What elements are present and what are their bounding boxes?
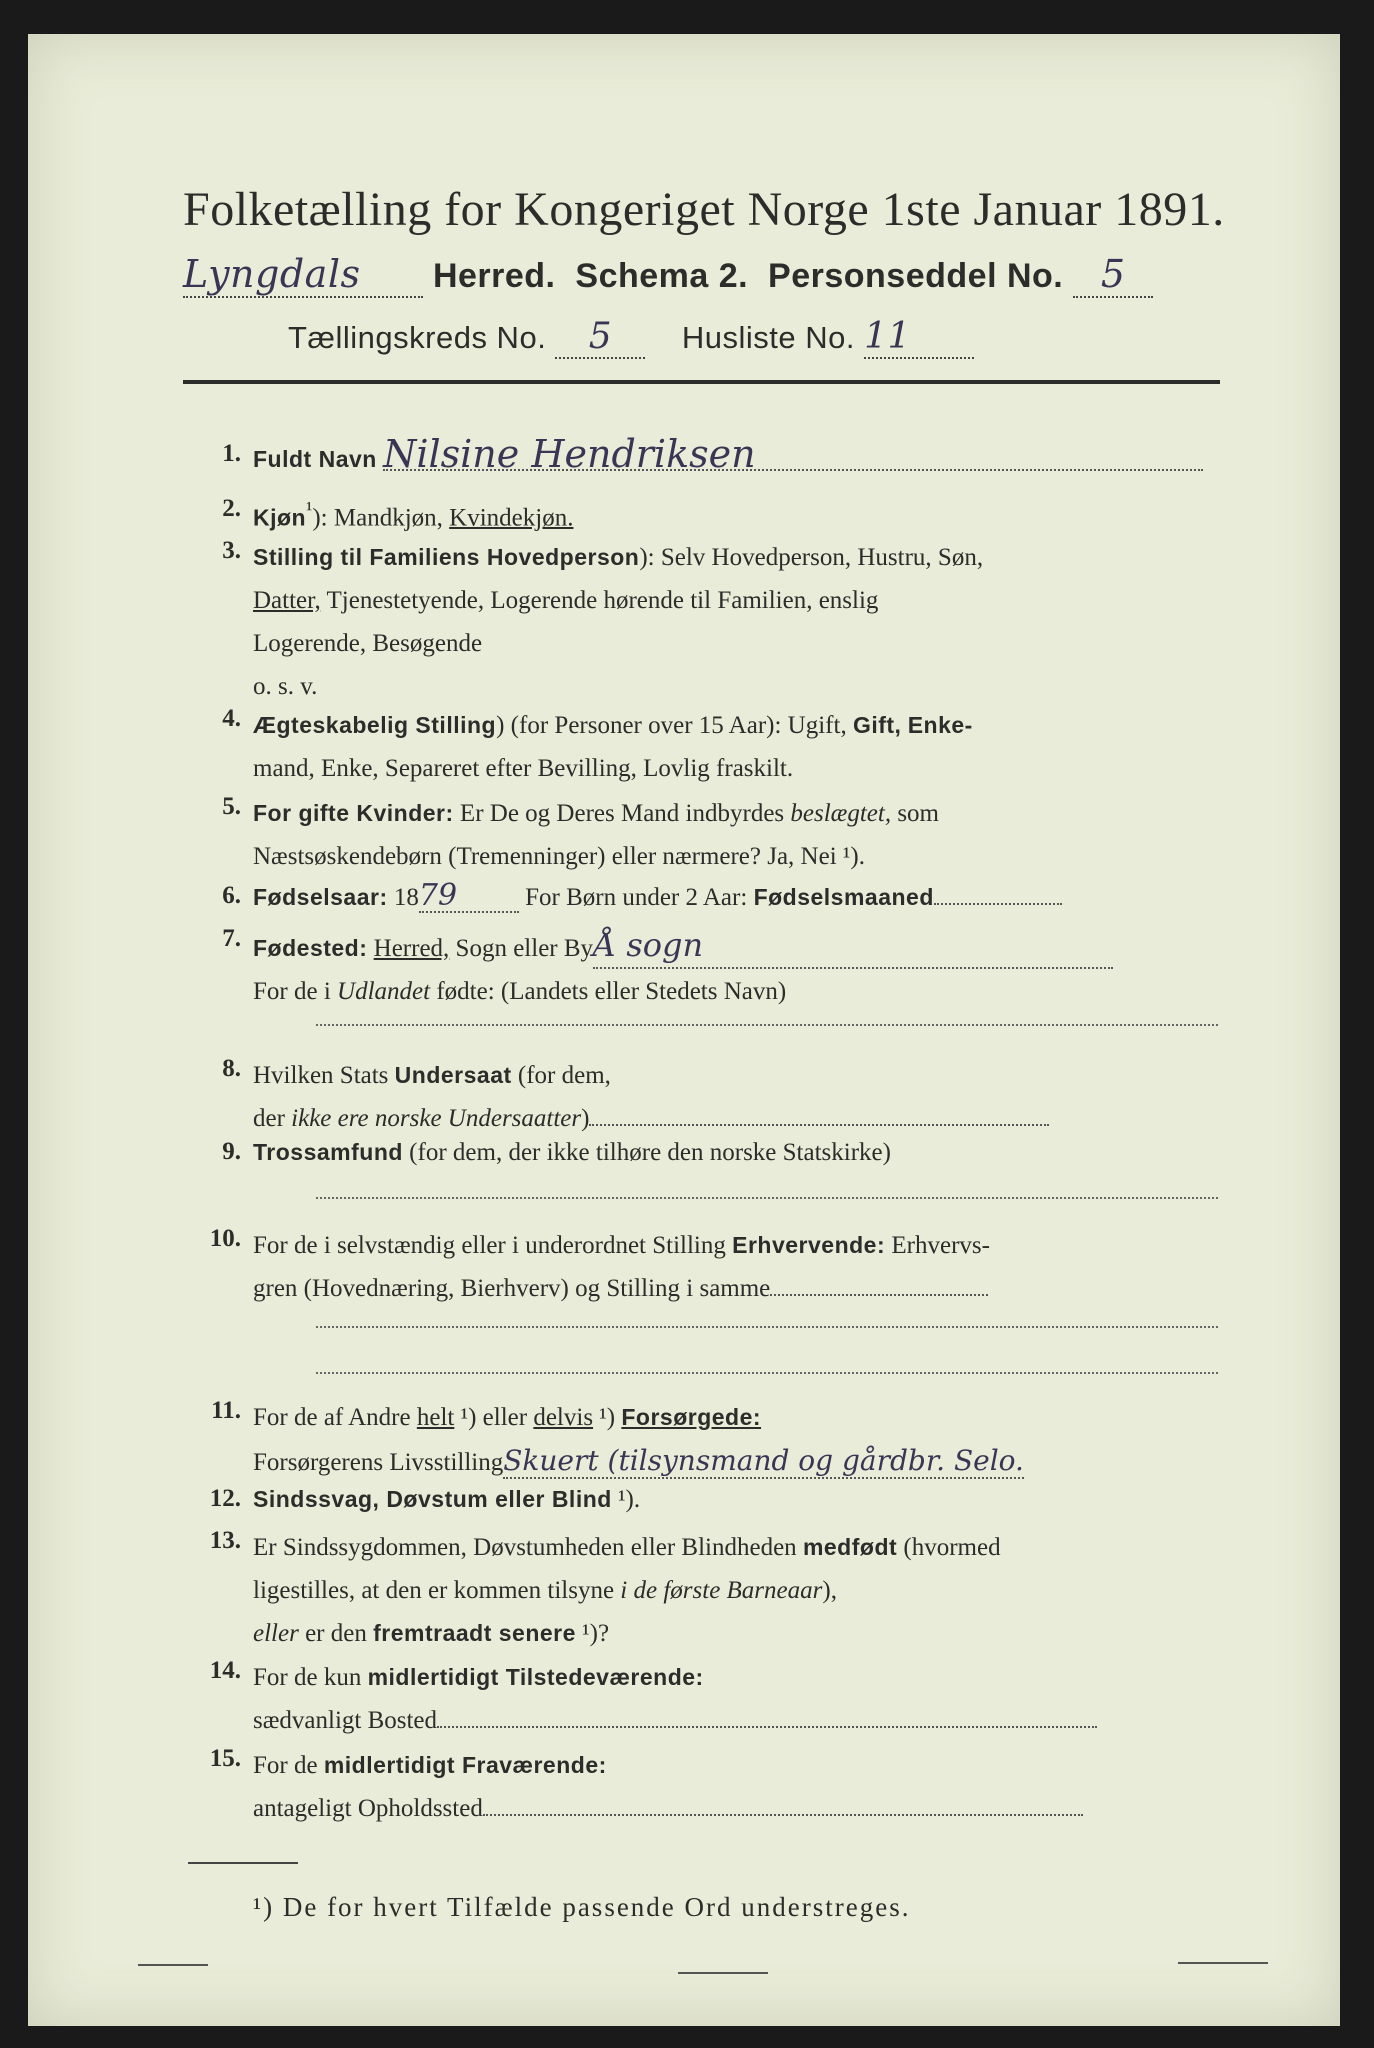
citizenship-text-3: der [253, 1105, 292, 1132]
family-position-label: Stilling til Familiens Hovedperson [253, 544, 640, 570]
congenital-text: Er Sindssygdommen, Døvstumheden eller Blindheden [253, 1534, 803, 1561]
birth-year-value: 79 [419, 881, 519, 913]
question-text [253, 704, 1223, 790]
schema-label: Schema 2. [575, 257, 749, 295]
provided-text-2: ¹) eller [454, 1404, 534, 1431]
question-number: 1. [222, 440, 241, 467]
marital-status-label: Ægteskabelig Stilling [253, 712, 497, 738]
citizenship-blank [589, 1124, 1049, 1126]
married-women-text-3: Næstsøskendebørn (Tremenninger) eller nærmere? Ja, Nei ¹). [253, 843, 865, 870]
full-name-value: Nilsine Hendriksen [383, 439, 1203, 471]
birth-year-label: Fødselsaar: [253, 884, 388, 910]
provided-text: For de af Andre [253, 1404, 417, 1431]
question-text [253, 432, 1223, 476]
temp-absent-label: midlertidigt Fraværende: [323, 1752, 607, 1778]
question-text [253, 1484, 1223, 1515]
margin-mark [138, 1964, 208, 1966]
marital-enke: Enke- [907, 712, 973, 738]
family-position-options-2: Tjenestetyende, Logerende hørende til Familien, enslig [320, 587, 879, 614]
occupation-label: Erhvervende: [732, 1232, 886, 1258]
citizenship-text-4: ) [581, 1105, 590, 1132]
probable-residence-label: antageligt Opholdssted [253, 1795, 483, 1822]
provided-label: Forsørgede: [621, 1404, 762, 1430]
congenital-text-2: (hvormed [897, 1534, 1001, 1561]
disability-text: ¹). [611, 1486, 641, 1513]
question-text [253, 1224, 1223, 1310]
occupation-text-3: gren (Hovednæring, Bierhverv) og Stilling i samme [253, 1275, 771, 1302]
disability-label: Sindssvag, Døvstum eller Blind [253, 1486, 612, 1512]
husliste-label: Husliste No. [681, 320, 855, 355]
question-number: 4. [222, 705, 241, 732]
husliste-value: 11 [864, 316, 974, 359]
kreds-label: Tællingskreds No. [288, 320, 547, 355]
congenital-text-4: ), [822, 1577, 837, 1604]
congenital-eller: eller [253, 1620, 299, 1647]
header-rule [183, 380, 1220, 384]
probable-residence-blank [483, 1814, 1083, 1816]
occupation-text: For de i selvstændig eller i underordnet Stilling [253, 1232, 733, 1259]
marital-status-options: ) (for Personer over 15 Aar): Ugift, [496, 712, 847, 739]
question-text [253, 924, 1223, 1013]
full-name-label: Fuldt Navn [253, 446, 377, 472]
question-number: 12. [209, 1485, 241, 1512]
question-text [253, 494, 1223, 533]
question-text [253, 792, 1223, 878]
question-text [253, 1396, 1353, 1484]
temp-absent-text: For de [253, 1752, 324, 1779]
family-position-choice: Datter, [253, 587, 321, 614]
margin-mark [1178, 1962, 1268, 1964]
provided-text-3: ¹) [593, 1404, 622, 1431]
birth-month-blank [934, 903, 1062, 905]
blank-line [316, 1197, 1218, 1199]
form-title: Folketælling for Kongeriget Norge 1ste Januar 1891. [183, 183, 1225, 236]
birth-month-label: Fødselsmaaned [753, 884, 934, 910]
birth-month-text: For Børn under 2 Aar: [518, 884, 754, 911]
later-onset-label: fremtraadt senere [373, 1620, 576, 1646]
question-number: 10. [209, 1225, 241, 1252]
birthplace-options: Sogn eller By [449, 935, 594, 962]
usual-residence-label: sædvanligt Bosted [253, 1707, 438, 1734]
footnote: ¹) De for hvert Tilfælde passende Ord understreges. [253, 1892, 911, 1922]
herred-value: Lyngdals [183, 252, 423, 298]
congenital-label: medfødt [802, 1534, 898, 1560]
citizenship-label: Undersaat [394, 1062, 512, 1088]
usual-residence-blank [437, 1726, 1097, 1728]
question-number: 6. [222, 882, 241, 909]
question-text [253, 1744, 1223, 1830]
citizenship-text: Hvilken Stats [253, 1062, 395, 1089]
question-number: 14. [209, 1657, 241, 1684]
personseddel-value: 5 [1073, 252, 1153, 298]
sex-options: ): Mandkjøn, [312, 504, 443, 532]
personseddel-label: Personseddel No. [768, 257, 1064, 295]
congenital-text-6: ¹)? [575, 1620, 610, 1647]
congenital-text-5: er den [298, 1620, 374, 1647]
occupation-blank [770, 1294, 988, 1296]
sex-label: Kjøn [253, 504, 307, 531]
footnote-rule [188, 1862, 298, 1864]
question-number: 11. [211, 1397, 241, 1424]
birthplace-label: Fødested: [253, 935, 368, 961]
married-women-text: Er De og Deres Mand indbyrdes [453, 800, 791, 827]
temp-present-text: For de kun [253, 1664, 368, 1691]
question-number: 2. [222, 495, 241, 522]
married-women-related: beslægtet, [790, 800, 892, 827]
marital-status-options-2: mand, Enke, Separeret efter Bevilling, Lovlig fraskilt. [253, 755, 794, 782]
question-text [253, 536, 1223, 708]
question-text [253, 1054, 1223, 1140]
abroad-label: Udlandet [337, 978, 431, 1005]
sex-choice-underlined: Kvindekjøn. [449, 504, 574, 532]
blank-line [316, 1024, 1218, 1026]
congenital-text-3: ligestilles, at den er kommen tilsyne [253, 1577, 621, 1604]
abroad-text: For de i [253, 978, 338, 1005]
question-text [253, 1137, 1223, 1168]
question-text [253, 1656, 1223, 1742]
citizenship-text-2: (for dem, [511, 1062, 611, 1089]
question-number: 8. [222, 1055, 241, 1082]
provided-delvis: delvis [533, 1404, 594, 1431]
footnote-ref: ¹ [306, 497, 313, 521]
provider-occupation-label: Forsørgerens Livsstilling [253, 1449, 504, 1476]
citizenship-italic: ikke ere norske Undersaatter [291, 1105, 582, 1132]
question-number: 15. [209, 1745, 241, 1772]
question-number: 7. [222, 925, 241, 952]
question-number: 13. [209, 1527, 241, 1554]
blank-line [316, 1326, 1218, 1328]
question-number: 5. [222, 793, 241, 820]
question-text [253, 1526, 1223, 1655]
religion-label: Trossamfund [253, 1139, 403, 1165]
occupation-text-2: Erhvervs- [885, 1232, 990, 1259]
temp-present-label: midlertidigt Tilstedeværende: [367, 1664, 704, 1690]
blank-line [316, 1372, 1218, 1374]
kreds-line [288, 316, 974, 359]
herred-line [183, 252, 1153, 298]
birthplace-value: Å sogn [593, 924, 1113, 969]
abroad-text-2: fødte: (Landets eller Stedets Navn) [430, 978, 787, 1005]
provided-helt: helt [416, 1404, 455, 1431]
married-women-label: For gifte Kvinder: [253, 800, 454, 826]
question-3 [193, 536, 1223, 700]
question-text [253, 878, 1223, 913]
kreds-value: 5 [555, 316, 645, 359]
marital-gift: Gift, [852, 712, 902, 738]
birthplace-choice: Herred, [373, 935, 450, 962]
family-position-options: ): Selv Hovedperson, Hustru, Søn, [639, 544, 984, 571]
herred-label: Herred. [432, 257, 556, 295]
family-position-options-3: Logerende, Besøgende [253, 630, 483, 657]
question-number: 3. [222, 537, 241, 564]
census-form-sheet [28, 34, 1340, 2026]
birth-year-prefix: 18 [387, 884, 419, 911]
congenital-italic: i de første Barneaar [620, 1577, 823, 1604]
family-position-options-4: o. s. v. [253, 673, 318, 700]
margin-mark [678, 1972, 768, 1974]
question-number: 9. [222, 1138, 241, 1165]
married-women-text-2: som [891, 800, 940, 827]
provider-occupation-value: Skuert (tilsynsmand og gårdbr. Selo. [503, 1444, 1024, 1477]
religion-text: (for dem, der ikke tilhøre den norske Statskirke) [402, 1139, 891, 1166]
